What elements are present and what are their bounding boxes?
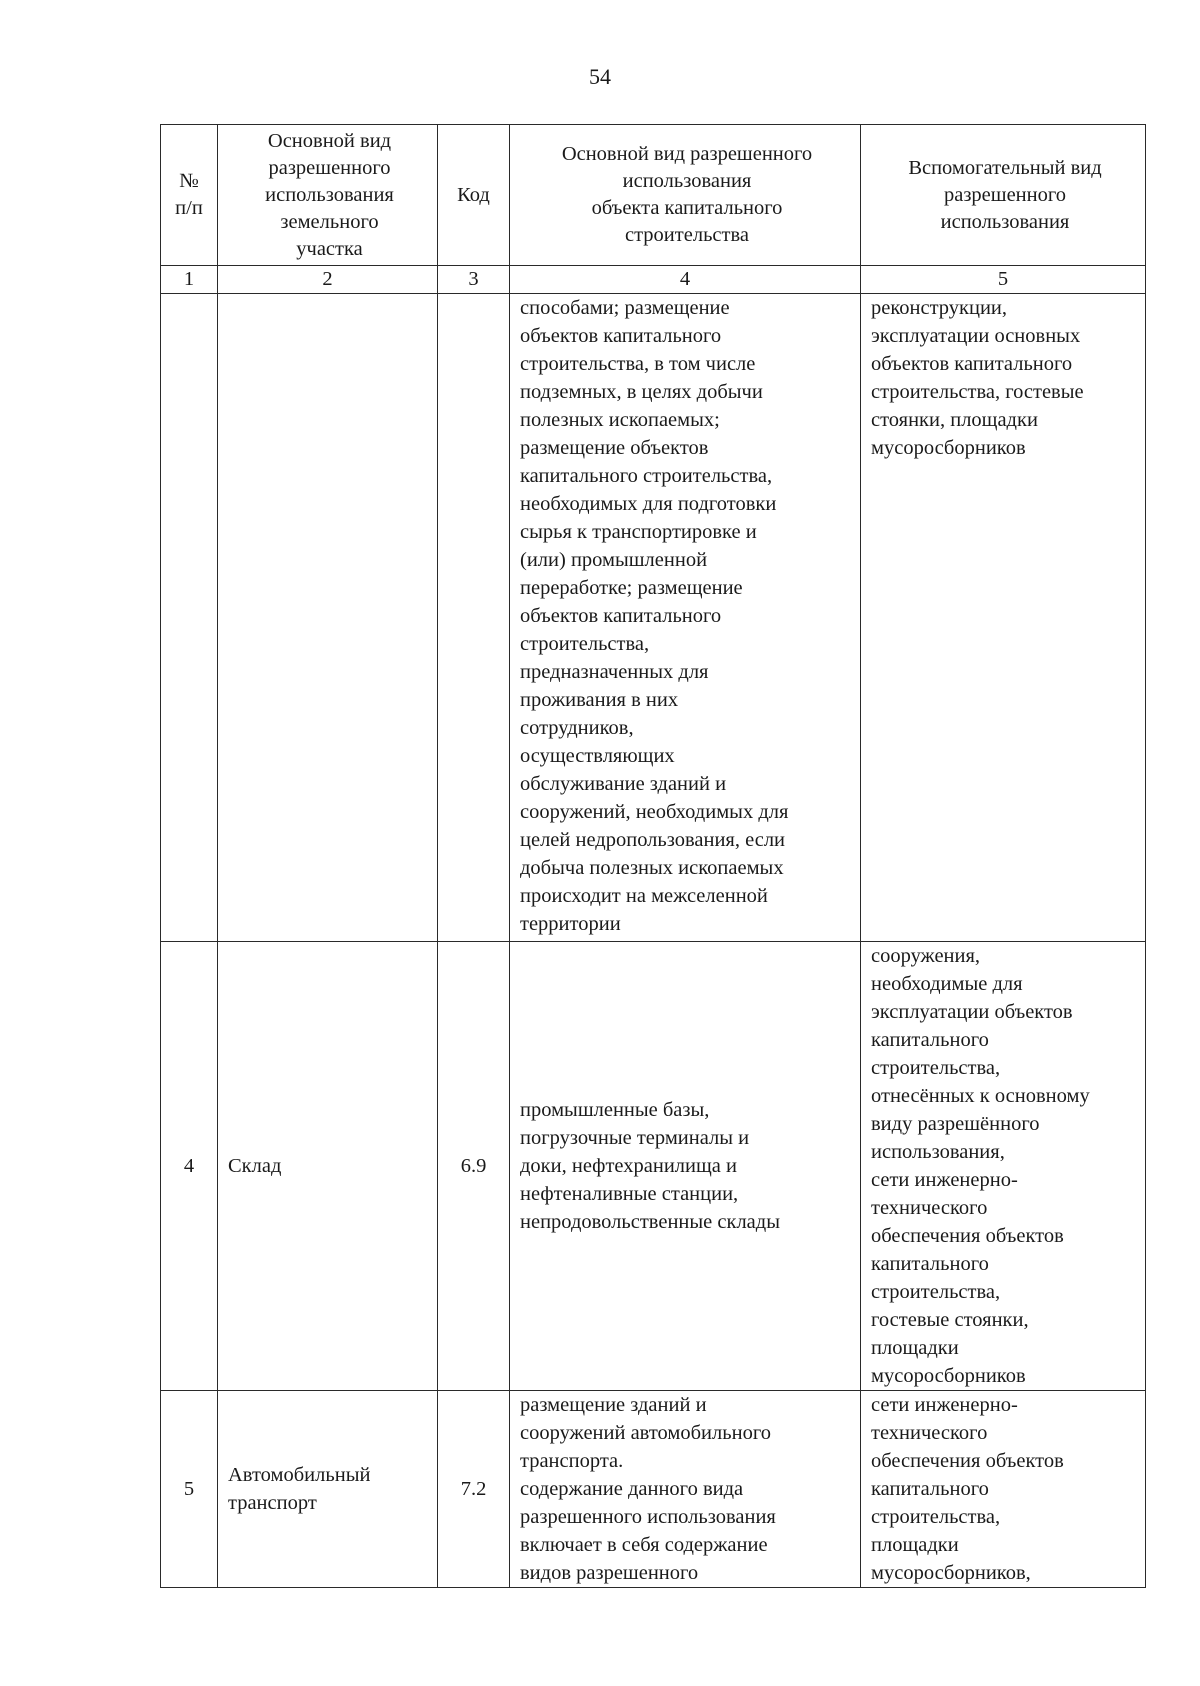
page-number: 54 [589, 64, 611, 89]
row-number: 5 [161, 1391, 218, 1588]
column-number-row [161, 266, 1146, 294]
land-use-cell: Автомобильный транспорт [218, 1391, 438, 1588]
row-number [161, 294, 218, 942]
code-cell: 7.2 [438, 1391, 510, 1588]
land-use-cell [218, 294, 438, 942]
capital-use-cell: промышленные базы, погрузочные терминалы и доки, нефтехранилища и нефтеналивные станции, непродовольственные склады [510, 942, 861, 1391]
table-row [161, 942, 1146, 1391]
table-row [161, 1391, 1146, 1588]
capital-use-cell: размещение зданий и сооружений автомобильного транспорта. содержание данного вида разрешенного использования включает в себя содержание видов разрешенного [510, 1391, 861, 1588]
code-cell [438, 294, 510, 942]
column-number: 5 [861, 266, 1146, 294]
table-row [161, 294, 1146, 942]
code-cell: 6.9 [438, 942, 510, 1391]
header-number: № п/п [161, 125, 218, 266]
header-auxiliary-use: Вспомогательный вид разрешенного использования [861, 125, 1146, 266]
table-header-row [161, 125, 1146, 266]
auxiliary-use-cell: реконструкции, эксплуатации основных объектов капитального строительства, гостевые стоянки, площадки мусоросборников [861, 294, 1146, 942]
land-use-cell: Склад [218, 942, 438, 1391]
auxiliary-use-cell: сооружения, необходимые для эксплуатации объектов капитального строительства, отнесённых к основному виду разрешённого использования, сети инженерно- технического обеспечения объектов капитального строительства, гостевые стоянки, площадки мусоросборников [861, 942, 1146, 1391]
row-number: 4 [161, 942, 218, 1391]
auxiliary-use-cell: сети инженерно- технического обеспечения объектов капитального строительства, площадки мусоросборников, [861, 1391, 1146, 1588]
capital-use-cell: способами; размещение объектов капитального строительства, в том числе подземных, в целях добычи полезных ископаемых; размещение объектов капитального строительства, необходимых для подготовки сырья к транспортировке и (или) промышленной переработке; размещение объектов капитального строительства, предназначенных для проживания в них сотрудников, осуществляющих обслуживание зданий и сооружений, необходимых для целей недропользования, если добыча полезных ископаемых происходит на межселенной территории [510, 294, 861, 942]
column-number: 4 [510, 266, 861, 294]
column-number: 1 [161, 266, 218, 294]
column-number: 2 [218, 266, 438, 294]
column-number: 3 [438, 266, 510, 294]
land-use-table [160, 124, 1146, 1588]
header-code: Код [438, 125, 510, 266]
header-capital-use: Основной вид разрешенного использования объекта капитального строительства [510, 125, 861, 266]
header-land-use: Основной вид разрешенного использования земельного участка [218, 125, 438, 266]
